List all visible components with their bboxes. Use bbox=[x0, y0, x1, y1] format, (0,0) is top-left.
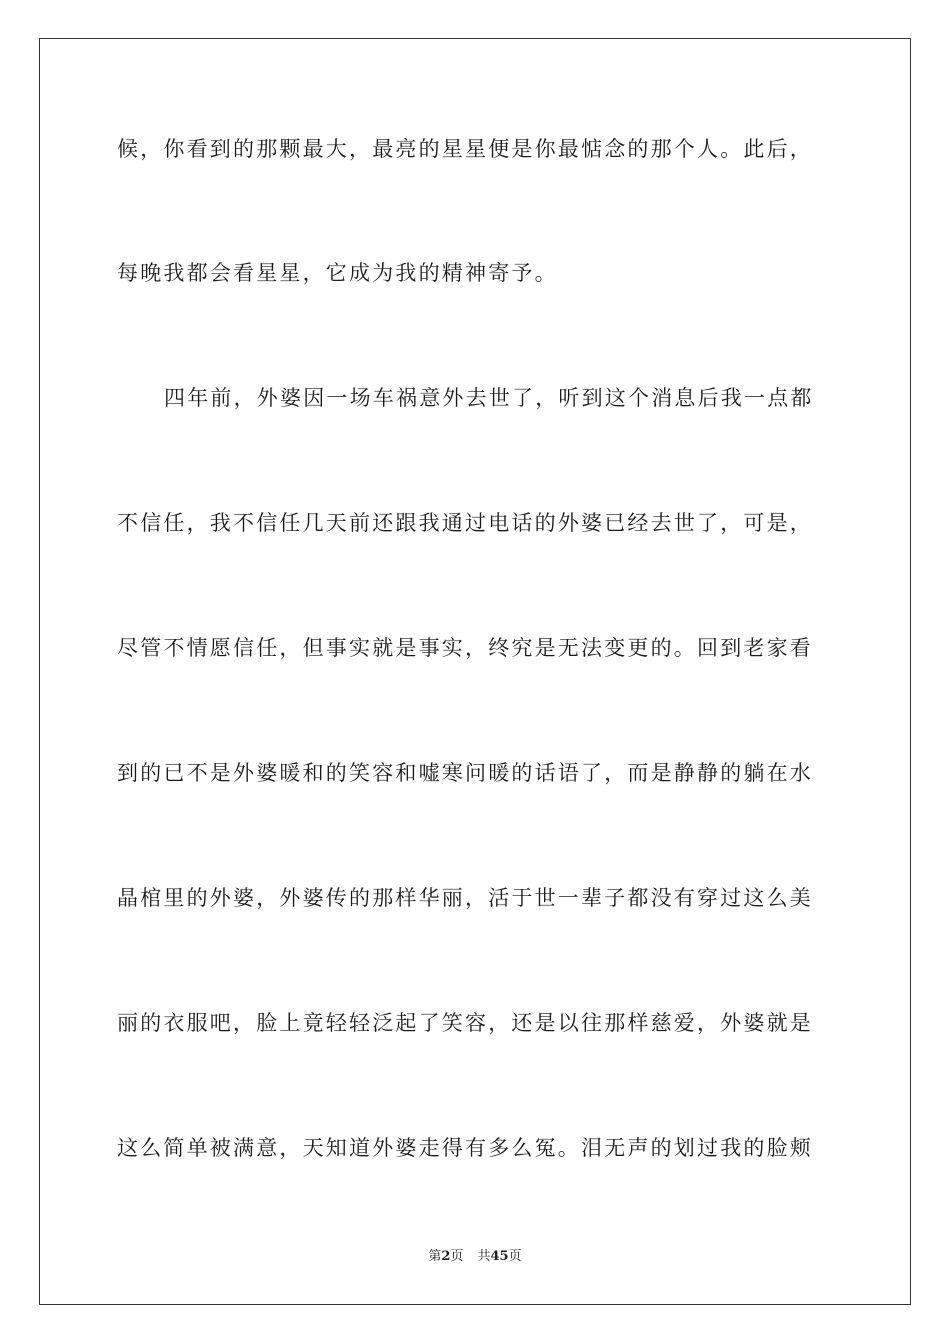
text-line-5: 尽管不情愿信任，但事实就是事实，终究是无法变更的。回到老家看 bbox=[117, 636, 813, 660]
text-line-6: 到的已不是外婆暖和的笑容和嘘寒问暖的话语了，而是静静的躺在水 bbox=[117, 761, 813, 785]
total-pages: 45 bbox=[490, 1249, 509, 1264]
text-line-8: 丽的衣服吧，脸上竟轻轻泛起了笑容，还是以往那样慈爱，外婆就是 bbox=[117, 1011, 813, 1035]
text-line-2: 每晚我都会看星星，它成为我的精神寄予。 bbox=[117, 261, 558, 285]
page-number: 2 bbox=[441, 1249, 451, 1264]
text-line-3: 四年前，外婆因一场车祸意外去世了，听到这个消息后我一点都 bbox=[164, 386, 814, 410]
page-footer bbox=[0, 1248, 950, 1266]
text-line-4: 不信任，我不信任几天前还跟我通过电话的外婆已经去世了，可是， bbox=[117, 511, 813, 535]
page-prefix: 第 bbox=[428, 1249, 442, 1264]
page-border bbox=[39, 38, 911, 1305]
text-line-9: 这么简单被满意，天知道外婆走得有多么冤。泪无声的划过我的脸颊 bbox=[117, 1136, 813, 1160]
page-suffix: 页 bbox=[450, 1249, 464, 1264]
total-prefix: 共 bbox=[477, 1249, 491, 1264]
total-suffix: 页 bbox=[508, 1249, 522, 1264]
text-line-1: 候，你看到的那颗最大，最亮的星星便是你最惦念的那个人。此后， bbox=[117, 137, 813, 161]
text-line-7: 晶棺里的外婆，外婆传的那样华丽，活于世一辈子都没有穿过这么美 bbox=[117, 886, 813, 910]
